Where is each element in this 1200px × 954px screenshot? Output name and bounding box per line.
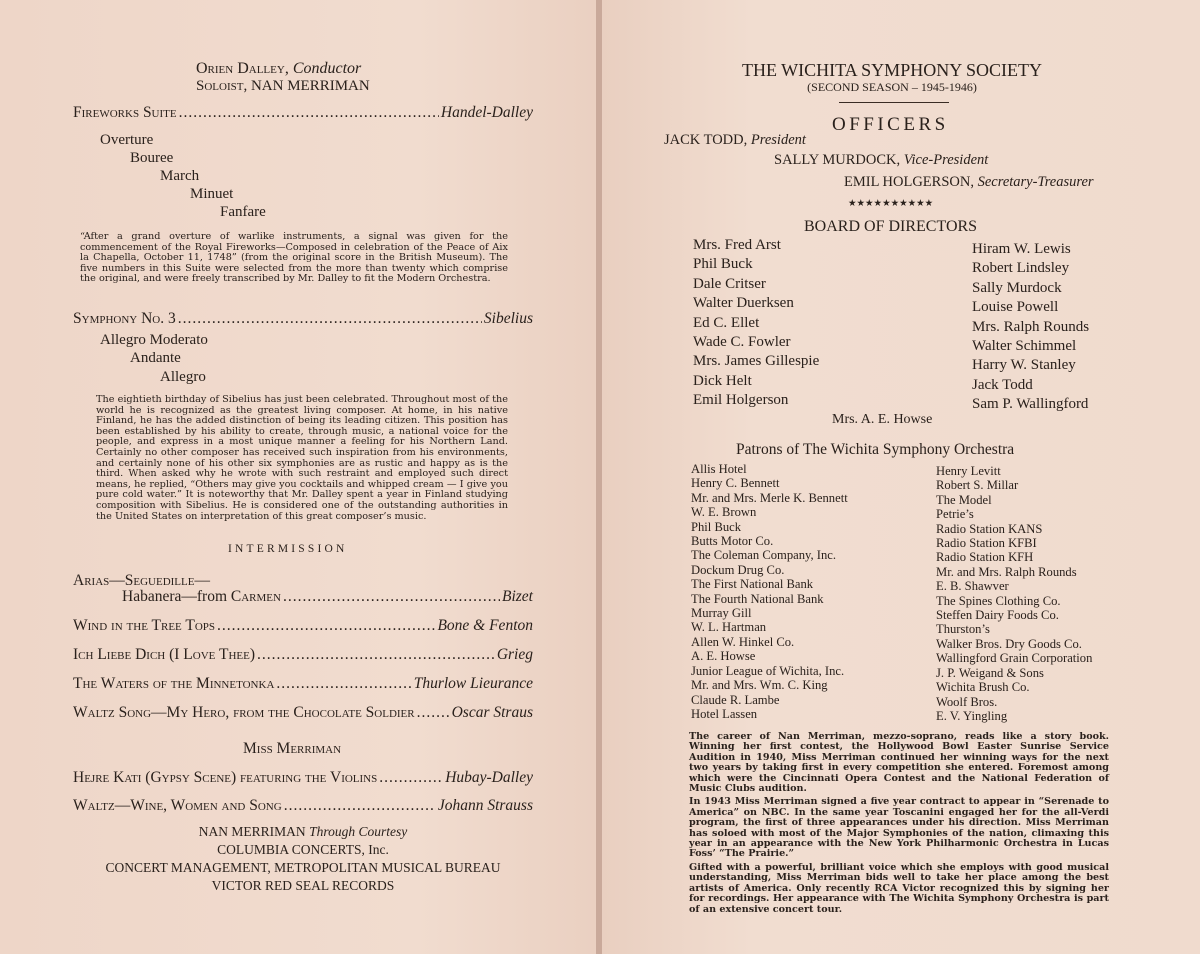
officer-role: Secretary-Treasurer	[977, 174, 1094, 190]
program-composer: Handel-Dalley	[440, 104, 533, 121]
board-member: Emil Holgerson	[693, 392, 789, 409]
patron: Mr. and Mrs. Merle K. Bennett	[691, 490, 848, 505]
conductor-line	[196, 60, 361, 78]
bio-paragraph: The career of Nan Merriman, mezzo-soprano, reads like a story book. Winning her first contest, the Hollywood Bowl Easter Sunrise Service Audition in 1940, Miss Merriman continued her winning ways for the next two years by taking first in every competition she entered. Foremost among which were the Cincinnati Opera Contest and the National Federation of Music Clubs audition.	[689, 731, 1109, 795]
officer-secretary-treasurer	[844, 174, 1094, 191]
program-title: Waltz Song—My Hero, from the Chocolate Soldier	[73, 704, 415, 721]
patron: The Model	[936, 492, 992, 507]
program-composer: Bone & Fenton	[437, 617, 533, 634]
program-item	[73, 646, 533, 664]
patron: Robert S. Millar	[936, 478, 1019, 493]
dot-leader	[417, 704, 450, 722]
program-item-symphony	[73, 310, 533, 328]
patron: Phil Buck	[691, 519, 742, 534]
board-member: Hiram W. Lewis	[972, 241, 1071, 257]
star-divider: ★★★★★★★★★★	[848, 198, 934, 209]
program-title: Wind in the Tree Tops	[73, 617, 216, 634]
intermission-label: INTERMISSION	[228, 543, 348, 555]
board-member: Wade C. Fowler	[693, 334, 791, 351]
board-member: Mrs. Fred Arst	[693, 237, 781, 253]
board-list-left	[693, 236, 819, 411]
patron: Butts Motor Co.	[691, 534, 774, 549]
movement: Bouree	[130, 150, 174, 166]
right-page	[602, 0, 1200, 954]
program-item-arias	[122, 588, 533, 606]
program-composer: Bizet	[502, 588, 533, 605]
dot-leader	[276, 675, 411, 693]
patron: E. B. Shawver	[936, 579, 1009, 594]
movement: Overture	[100, 132, 154, 148]
program-item	[73, 675, 533, 693]
patron: Petrie’s	[936, 507, 974, 522]
officer-name: SALLY MURDOCK,	[774, 152, 901, 168]
board-member: Louise Powell	[972, 299, 1059, 316]
officers-heading: OFFICERS	[832, 114, 949, 135]
program-composer: Thurlow Lieurance	[413, 675, 533, 692]
patron: W. L. Hartman	[691, 620, 767, 635]
society-title: THE WICHITA SYMPHONY SOCIETY	[741, 60, 1043, 80]
patron: Allen W. Hinkel Co.	[691, 634, 795, 649]
dot-leader	[179, 104, 439, 122]
program-item	[73, 617, 533, 635]
conductor-name: Orien Dalley,	[196, 60, 289, 77]
board-member: Dale Critser	[693, 275, 766, 292]
program-title: Fireworks Suite	[73, 104, 177, 121]
board-member-center: Mrs. A. E. Howse	[832, 412, 933, 427]
movement: Andante	[130, 350, 181, 366]
patron: Junior League of Wichita, Inc.	[691, 663, 845, 678]
patron: Thurston’s	[936, 622, 990, 637]
program-item	[73, 769, 533, 787]
board-member: Phil Buck	[693, 256, 753, 273]
program-composer: Hubay-Dalley	[445, 769, 533, 786]
courtesy-line	[73, 824, 533, 840]
dot-leader	[379, 769, 443, 787]
dot-leader	[283, 588, 500, 606]
patron: Henry C. Bennett	[691, 476, 780, 491]
board-member: Robert Lindsley	[972, 260, 1070, 277]
officer-president	[664, 132, 806, 149]
board-member: Jack Todd	[972, 376, 1033, 393]
miss-merriman-heading: Miss Merriman	[243, 740, 342, 757]
program-title: Hejre Kati (Gypsy Scene) featuring the Violins	[73, 769, 378, 786]
program-item	[73, 797, 533, 815]
board-heading: BOARD OF DIRECTORS	[804, 218, 978, 235]
board-list-right	[972, 240, 1089, 415]
board-member: Sally Murdock	[972, 279, 1062, 296]
courtesy-name: NAN MERRIMAN	[198, 824, 306, 839]
patron: Henry Levitt	[936, 464, 1001, 478]
program-composer: Grieg	[496, 646, 533, 663]
patron: J. P. Weigand & Sons	[936, 665, 1044, 680]
program-title: Waltz—Wine, Women and Song	[73, 797, 282, 814]
patron: Hotel Lassen	[691, 706, 758, 721]
patron: E. V. Yingling	[936, 708, 1008, 723]
conductor-role: Conductor	[292, 60, 362, 77]
courtesy-org: CONCERT MANAGEMENT, METROPOLITAN MUSICAL BUREAU	[105, 860, 501, 875]
officer-name: JACK TODD,	[664, 132, 748, 148]
officer-role: President	[750, 132, 806, 148]
arias-line: Arias—Seguedille—	[73, 572, 210, 589]
patron: Woolf Bros.	[936, 694, 998, 709]
officer-role: Vice-President	[903, 152, 989, 168]
board-member: Walter Duerksen	[693, 295, 794, 312]
program-composer: Johann Strauss	[437, 797, 533, 814]
movement: Allegro Moderato	[100, 332, 208, 348]
patron: A. E. Howse	[691, 649, 756, 664]
program-item	[73, 704, 533, 722]
patron: Walker Bros. Dry Goods Co.	[936, 636, 1082, 651]
fireworks-note: “After a grand overture of warlike instruments, a signal was given for the commencement of the Royal Fireworks—Composed in celebration of the Peace of Aix la Chapella, October 11, 1748” (from the original score in the British Museum). The five numbers in this Suite were selected from the more than twenty which comprise the original, and were freely transcribed by Mr. Dalley to fit the Modern Orchestra.	[80, 231, 508, 285]
patron: Dockum Drug Co.	[691, 562, 785, 577]
season-line: (SECOND SEASON – 1945-1946)	[807, 80, 977, 94]
patron: Mr. and Mrs. Wm. C. King	[691, 678, 828, 693]
board-member: Walter Schimmel	[972, 338, 1077, 355]
dot-leader	[178, 310, 482, 328]
officer-vice-president	[774, 152, 988, 169]
board-member: Mrs. Ralph Rounds	[972, 318, 1090, 335]
patron: Claude R. Lambe	[691, 692, 780, 707]
board-member: Dick Helt	[693, 372, 752, 389]
patron: The Spines Clothing Co.	[936, 593, 1061, 608]
soloist-biography	[689, 732, 1109, 918]
bio-paragraph: In 1943 Miss Merriman signed a five year contract to appear in “Serenade to America” on NBC. In the same year Toscanini engaged her for the all-Verdi program, the first of three appearances under his direction. Miss Merriman has soloed with most of the Major Symphonies of the nation, climaxing this year in an appearance with the New York Philharmonic Orchestra in Lucas Foss’ “The Prairie.”	[689, 796, 1109, 860]
program-title: Ich Liebe Dich (I Love Thee)	[73, 646, 255, 663]
patron: Murray Gill	[691, 606, 752, 621]
symphony-note: The eightieth birthday of Sibelius has just been celebrated. Throughout most of the world he is recognized as the greatest living composer. At home, in his native Finland, he has the added distinction of being its leading citizen. This position has been established by his ability to create, through music, a national voice for the people, and express in a most unique manner a feeling for his Northern Land. Certainly no other composer has received such inspiration from his environments, and certainly none of his other six symphonies are as rustic and happy as is the third. When asked why he wrote with such restraint and employed such direct means, he replied, “Others may give you cocktails and whipped cream — I give you pure cold water.” It is noteworthy that Mr. Dalley spent a year in Finland studying composition with Sibelius. He is considered one of the outstanding authorities in the United States on interpretation of this great composer’s music.	[96, 394, 508, 522]
patron: Wallingford Grain Corporation	[936, 651, 1093, 666]
title-rule	[839, 102, 949, 103]
movement: Allegro	[160, 369, 206, 385]
board-member: Mrs. James Gillespie	[693, 353, 820, 370]
program-item-fireworks	[73, 104, 533, 122]
soloist-name: NAN MERRIMAN	[250, 78, 370, 94]
program-composer: Oscar Straus	[451, 704, 533, 721]
program-title	[122, 588, 281, 606]
patrons-list-left	[691, 462, 848, 721]
soloist-label: Soloist,	[196, 78, 248, 94]
patrons-heading: Patrons of The Wichita Symphony Orchestra	[736, 441, 1015, 458]
arias-prefix: Habanera—from	[122, 588, 231, 605]
movement: March	[160, 168, 200, 184]
board-member: Harry W. Stanley	[972, 357, 1076, 374]
board-member: Sam P. Wallingford	[972, 396, 1089, 413]
courtesy-text: Through Courtesy	[309, 824, 408, 839]
patron: The Coleman Company, Inc.	[691, 548, 837, 563]
patron: Radio Station KFBI	[936, 536, 1037, 551]
patron: The First National Bank	[691, 577, 814, 592]
movement: Fanfare	[220, 204, 266, 220]
patron: W. E. Brown	[691, 505, 757, 520]
left-page	[0, 0, 596, 954]
courtesy-org: COLUMBIA CONCERTS, Inc.	[217, 842, 389, 857]
patron: Radio Station KANS	[936, 521, 1043, 536]
patron: Mr. and Mrs. Ralph Rounds	[936, 564, 1077, 579]
officer-name: EMIL HOLGERSON,	[844, 174, 974, 190]
patrons-list-right	[936, 464, 1092, 723]
patron: The Fourth National Bank	[691, 591, 824, 606]
patron: Wichita Brush Co.	[936, 680, 1030, 695]
soloist-line	[196, 78, 370, 95]
dot-leader	[284, 797, 436, 815]
board-member: Ed C. Ellet	[693, 314, 760, 331]
movement: Minuet	[190, 186, 234, 202]
bio-paragraph: Gifted with a powerful, brilliant voice which she employs with good musical understanding, Miss Merriman bids well to take her place among the best artists of America. Only recently RCA Victor recognized this by signing her for recordings. Her appearance with The Wichita Symphony Orchestra is part of an extensive concert tour.	[689, 861, 1109, 915]
patron: Steffen Dairy Foods Co.	[936, 608, 1059, 623]
courtesy-org: VICTOR RED SEAL RECORDS	[211, 878, 395, 893]
program-title: Symphony No. 3	[73, 310, 176, 327]
program-title: The Waters of the Minnetonka	[73, 675, 275, 692]
arias-work: Carmen	[230, 588, 281, 605]
dot-leader	[257, 646, 495, 664]
patron: Radio Station KFH	[936, 550, 1034, 565]
program-composer: Sibelius	[483, 310, 533, 327]
patron: Allis Hotel	[691, 462, 747, 476]
dot-leader	[217, 617, 435, 635]
